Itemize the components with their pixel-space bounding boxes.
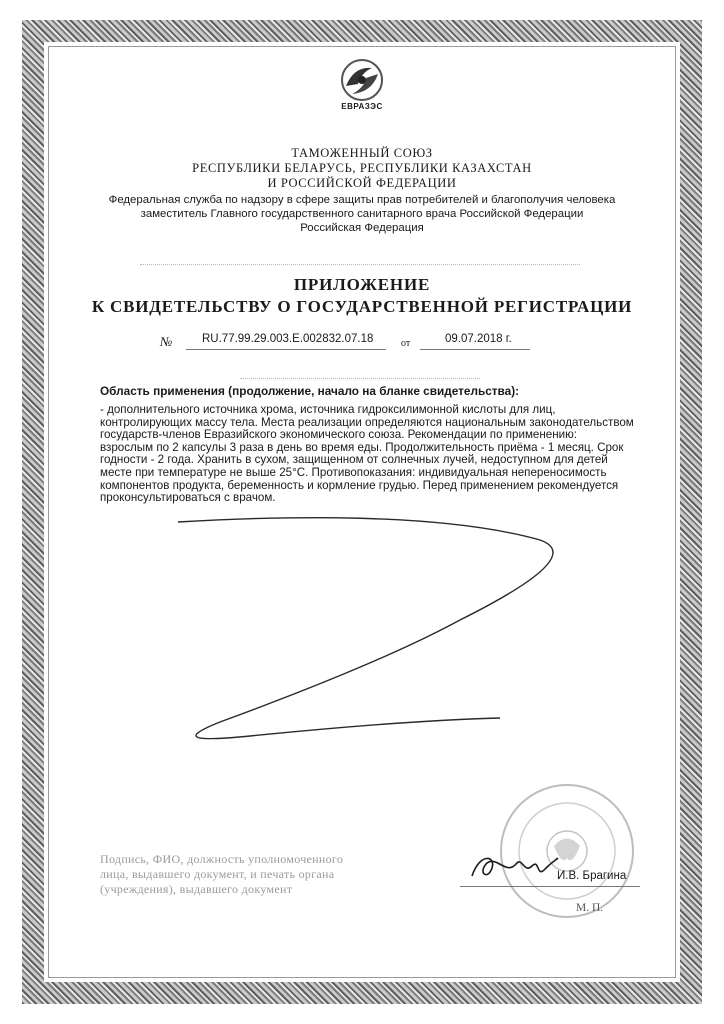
body-line-8: проконсультироваться с врачом. — [100, 491, 276, 505]
body-line-5: годности - 2 года. Хранить в сухом, защищенном от солнечных лучей, недоступном для детей — [100, 453, 608, 467]
body-line-7: компонентов продукта, беременность и кормление грудью. Перед применением рекомендуется — [100, 478, 619, 492]
number-underline — [186, 349, 386, 350]
body-line-3: государств-членов Евразийского экономического союза. Рекомендации по применению: — [100, 428, 578, 442]
union-line-1: ТАМОЖЕННЫЙ СОЮЗ — [291, 146, 433, 160]
from-label: от — [401, 338, 411, 349]
eurasec-logo — [332, 56, 392, 120]
agency-header — [60, 193, 664, 235]
header-divider — [140, 264, 580, 265]
stamp-place-label: М. П. — [576, 902, 604, 914]
eurasec-emblem-icon — [332, 56, 392, 106]
title-line-2: К СВИДЕТЕЛЬСТВУ О ГОСУДАРСТВЕННОЙ РЕГИСТРАЦИИ — [91, 297, 633, 316]
section-body — [100, 404, 640, 505]
country-line: Российская Федерация — [300, 222, 424, 234]
handwritten-signature — [466, 846, 562, 886]
union-line-2: РЕСПУБЛИКИ БЕЛАРУСЬ, РЕСПУБЛИКИ КАЗАХСТАН — [192, 161, 532, 175]
section-divider — [240, 378, 480, 379]
agency-line-2: заместитель Главного государственного санитарного врача Российской Федерации — [140, 208, 584, 220]
registration-date: 09.07.2018 г. — [445, 333, 512, 345]
body-line-1: - дополнительного источника хрома, источника гидроксилимонной кислоты для лиц, — [100, 403, 556, 416]
date-underline — [420, 349, 530, 350]
logo-caption: ЕВРАЗЭС — [341, 102, 383, 111]
title-line-1: ПРИЛОЖЕНИЕ — [293, 275, 431, 294]
number-sign: № — [160, 334, 173, 349]
signer-name: И.В. Брагина — [557, 870, 627, 882]
signature-caption-line-2: лица, выдавшего документ, и печать органа — [100, 867, 335, 881]
body-line-4: взрослым по 2 капсулы 3 раза в день во время еды. Продолжительность приёма - 1 месяц. Срок — [100, 440, 624, 454]
body-line-2: контролирующих массу тела. Места реализации определяются национальным законодательством — [100, 415, 634, 429]
registration-number: RU.77.99.29.003.Е.002832.07.18 — [202, 333, 374, 345]
union-header — [60, 146, 664, 191]
signature-caption — [100, 852, 343, 897]
union-line-3: И РОССИЙСКОЙ ФЕДЕРАЦИИ — [267, 176, 457, 190]
section-heading: Область применения (продолжение, начало на бланке свидетельства): — [100, 384, 520, 398]
signature-underline — [460, 886, 640, 887]
agency-line-1: Федеральная служба по надзору в сфере защиты прав потребителей и благополучия человека — [108, 194, 616, 206]
z-strike-mark — [160, 510, 580, 750]
document-title — [60, 274, 664, 318]
body-line-6: месте при температуре не выше 25°С. Противопоказания: индивидуальная непереносимость — [100, 465, 607, 479]
signature-caption-line-1: Подпись, ФИО, должность уполномоченного — [100, 852, 344, 866]
signature-caption-line-3: (учреждения), выдавшего документ — [100, 882, 293, 896]
